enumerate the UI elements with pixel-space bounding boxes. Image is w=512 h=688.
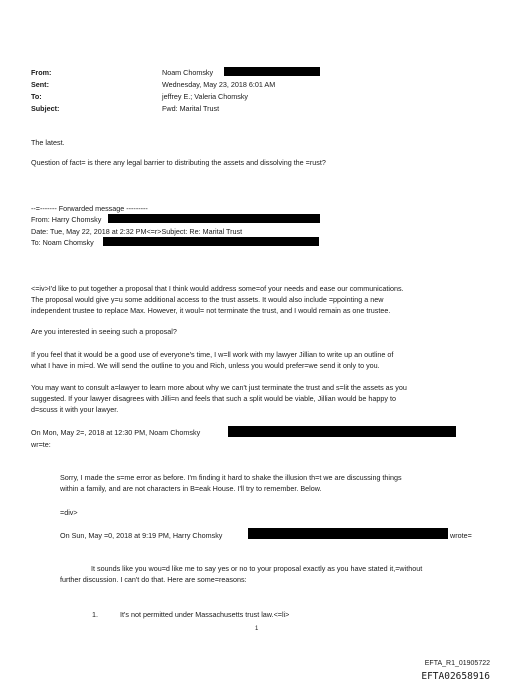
sent-value: Wednesday, May 23, 2018 6:01 AM — [162, 80, 276, 89]
paragraph-line: The proposal would give y=u some additional access to the trust assets. It would also include =ppointing a new — [31, 295, 384, 304]
paragraph-line: Sorry, I made the s=me error as before. I'm finding it hard to shake the illusion th=t we are discussing things — [60, 473, 402, 482]
forwarded-to: To: Noam Chomsky — [31, 238, 94, 247]
forwarded-date: Date: Tue, May 22, 2018 at 2:32 PM<=r>Subject: Re: Marital Trust — [31, 227, 243, 236]
paragraph-line: If you feel that it would be a good use of everyone's time, I w=ll work with my lawyer Jillian to write up an outline of — [31, 350, 394, 359]
to-label: To: — [31, 92, 42, 101]
paragraph-line: within a family, and are not characters in B=eak House. I'll try to remember. Below. — [60, 484, 322, 493]
paragraph-line: independent trustee to replace Max. However, it woul= not terminate the trust, and I would remain as one trustee. — [31, 306, 391, 315]
quote-header: On Sun, May =0, 2018 at 9:19 PM, Harry Chomsky — [60, 531, 223, 540]
to-value: jeffrey E.; Valeria Chomsky — [162, 92, 249, 101]
div-tag: =div> — [60, 508, 78, 517]
redaction-bar — [224, 67, 320, 76]
paragraph-line: further discussion. I can't do that. Here are some=reasons: — [60, 575, 247, 584]
document-id: EFTA02658916 — [421, 671, 490, 682]
body-latest: The latest. — [31, 138, 65, 147]
paragraph-line: what I have in mi=d. We will send the outline to you and Rich, unless you would prefer=we send it only to you. — [31, 361, 380, 370]
list-item-number: 1. — [92, 610, 98, 619]
quote-wrote: wr=te: — [31, 440, 51, 449]
paragraph-line: d=scuss it with your lawyer. — [31, 405, 119, 414]
document-reference: EFTA_R1_01905722 — [424, 660, 490, 667]
sent-label: Sent: — [31, 80, 49, 89]
subject-label: Subject: — [31, 104, 60, 113]
from-label: From: — [31, 68, 52, 77]
redaction-bar — [248, 528, 448, 539]
subject-value: Fwd: Marital Trust — [162, 104, 220, 113]
body-question: Question of fact= is there any legal barrier to distributing the assets and dissolving the =rust? — [31, 158, 326, 167]
paragraph-line: You may want to consult a=lawyer to learn more about why we can't just terminate the trust and s=lit the assets as you — [31, 383, 407, 392]
paragraph-line: <=iv>I'd like to put together a proposal that I think would address some=of your needs and ease our communications. — [31, 284, 404, 293]
quote-wrote: wrote= — [450, 531, 472, 540]
redaction-bar — [108, 214, 320, 223]
paragraph-line: suggested. If your lawyer disagrees with Jilli=n and feels that such a split would be viable, Jillian would be happy to — [31, 394, 396, 403]
redaction-bar — [228, 426, 456, 437]
forwarded-from: From: Harry Chomsky — [31, 215, 102, 224]
quote-header: On Mon, May 2=, 2018 at 12:30 PM, Noam Chomsky — [31, 428, 201, 437]
list-item-text: It's not permitted under Massachusetts trust law.<=li> — [120, 610, 290, 619]
paragraph-line: Are you interested in seeing such a proposal? — [31, 327, 177, 336]
from-value: Noam Chomsky — [162, 68, 214, 77]
forwarded-header: --=------- Forwarded message --------- — [31, 204, 148, 213]
redaction-bar — [103, 237, 319, 246]
paragraph-line: It sounds like you wou=d like me to say yes or no to your proposal exactly as you have stated it,=without — [91, 564, 423, 573]
page-number: 1 — [255, 626, 259, 632]
